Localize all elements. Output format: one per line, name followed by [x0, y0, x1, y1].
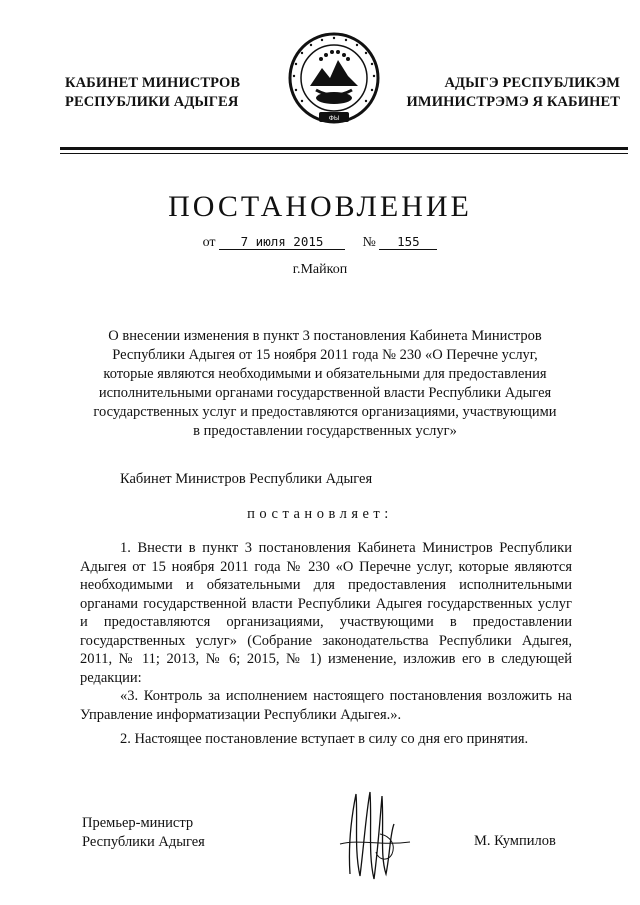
header-left-line2: РЕСПУБЛИКИ АДЫГЕЯ — [65, 94, 239, 110]
document-date: 7 июля 2015 — [219, 234, 345, 250]
svg-text:ФЫ: ФЫ — [328, 115, 340, 122]
date-prefix: от — [202, 235, 216, 250]
signatory-position — [82, 814, 205, 852]
subject-line: Республики Адыгея от 15 ноября 2011 года № 230 «О Перечне услуг, — [112, 347, 538, 363]
header-right-line2: ИМИНИСТРЭМЭ Я КАБИНЕТ — [406, 94, 620, 110]
subject-line: исполнительными органами государственной власти Республики Адыгея — [98, 385, 552, 401]
subject-line: О внесении изменения в пункт 3 постановления Кабинета Министров — [108, 328, 542, 344]
document-city: г.Майкоп — [292, 262, 348, 277]
subject-line: которые являются необходимыми и обязательными для предоставления — [103, 366, 547, 382]
position-line1: Премьер-министр — [82, 815, 194, 831]
header-divider-thin — [60, 153, 628, 154]
header-left-org-name — [65, 74, 255, 112]
paragraph-1-quote: «3. Контроль за исполнением настоящего постановления возложить на Управление информатизации Республики Адыгея.». — [80, 688, 572, 723]
issuer-name: Кабинет Министров Республики Адыгея — [120, 471, 373, 487]
subject-line: государственных услуг и предоставляются организациями, участвующими — [93, 404, 557, 420]
paragraph-1 — [80, 539, 572, 724]
handwritten-signature-icon — [330, 784, 420, 884]
paragraph-2-text: 2. Настоящее постановление вступает в силу со дня его принятия. — [120, 731, 529, 747]
paragraph-2 — [80, 730, 572, 749]
header-right-line1: АДЫГЭ РЕСПУБЛИКЭМ — [444, 75, 620, 91]
position-line2: Республики Адыгея — [82, 834, 205, 850]
document-date-number-line — [0, 234, 640, 251]
republic-of-adygea-emblem-icon — [286, 28, 382, 132]
header-divider-thick — [60, 147, 628, 150]
subject-line: в предоставлении государственных услуг» — [193, 423, 457, 439]
header-right-org-name — [390, 74, 620, 112]
header-left-line1: КАБИНЕТ МИНИСТРОВ — [65, 75, 241, 91]
document-number: 155 — [379, 234, 437, 250]
decree-word: постановляет: — [247, 506, 393, 522]
paragraph-1-text: 1. Внести в пункт 3 постановления Кабинета Министров Республики Адыгея от 15 ноября 2011 года № 230 «О Перечне услуг, которые являются необходимыми и обязательными для предоставления исполнительными органами государственной власти Республики Адыгея государственных услуг и предоставляются организациями, участвующими в предоставлении государственных услуг» (Собрание законодательства Республики Адыгея, 2011, № 11; 2013, № 6; 2015, № 1) изменение, изложив его в следующей редакции: — [80, 540, 572, 686]
signatory-name: М. Кумпилов — [474, 833, 556, 849]
number-prefix: № — [362, 235, 376, 250]
document-subject — [80, 327, 570, 441]
document-title: ПОСТАНОВЛЕНИЕ — [168, 190, 472, 223]
